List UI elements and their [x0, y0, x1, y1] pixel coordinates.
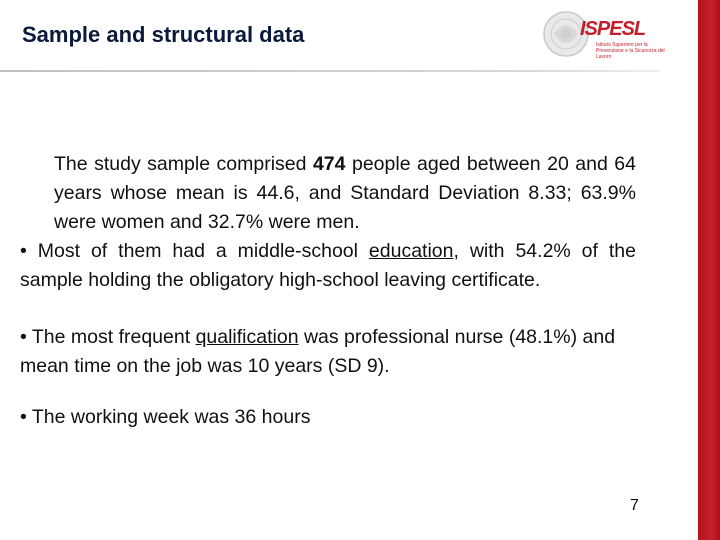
slide-title: Sample and structural data: [22, 22, 305, 47]
sample-text-a: The study sample comprised: [54, 153, 313, 175]
qualification-text-b: was professional nurse (48.1%) and mean time on the job was 10 years (SD 9).: [20, 326, 616, 377]
bullet-education: [20, 237, 636, 295]
education-text-b: , with 54.2% of the sample holding the obligatory high-school leaving certificate.: [20, 240, 636, 291]
education-term: education: [368, 240, 454, 262]
right-accent-bar: [698, 0, 720, 540]
logo-wordmark: ISPESL: [580, 18, 646, 40]
qualification-term: qualification: [195, 326, 299, 348]
sample-text-b: people aged between 20 and 64 years whose mean is 44.6, and Standard Deviation 8.33; 63.9% were women and 32.7% were men.: [54, 153, 636, 233]
education-text-a: • Most of them had a middle-school: [20, 240, 369, 262]
logo-subtitle: Istituto Superiore per la Prevenzione e la Sicurezza del Lavoro: [596, 42, 665, 60]
sample-count: 474: [312, 153, 346, 175]
bullet-qualification: [20, 323, 636, 381]
slide-body: [20, 150, 636, 432]
header-divider: [0, 70, 660, 72]
qualification-text-a: • The most frequent: [20, 326, 196, 348]
ispesl-logo: [540, 6, 665, 66]
paragraph-sample: [20, 150, 636, 237]
page-number: 7: [630, 497, 639, 514]
bullet-working-week: • The working week was 36 hours: [20, 406, 311, 428]
